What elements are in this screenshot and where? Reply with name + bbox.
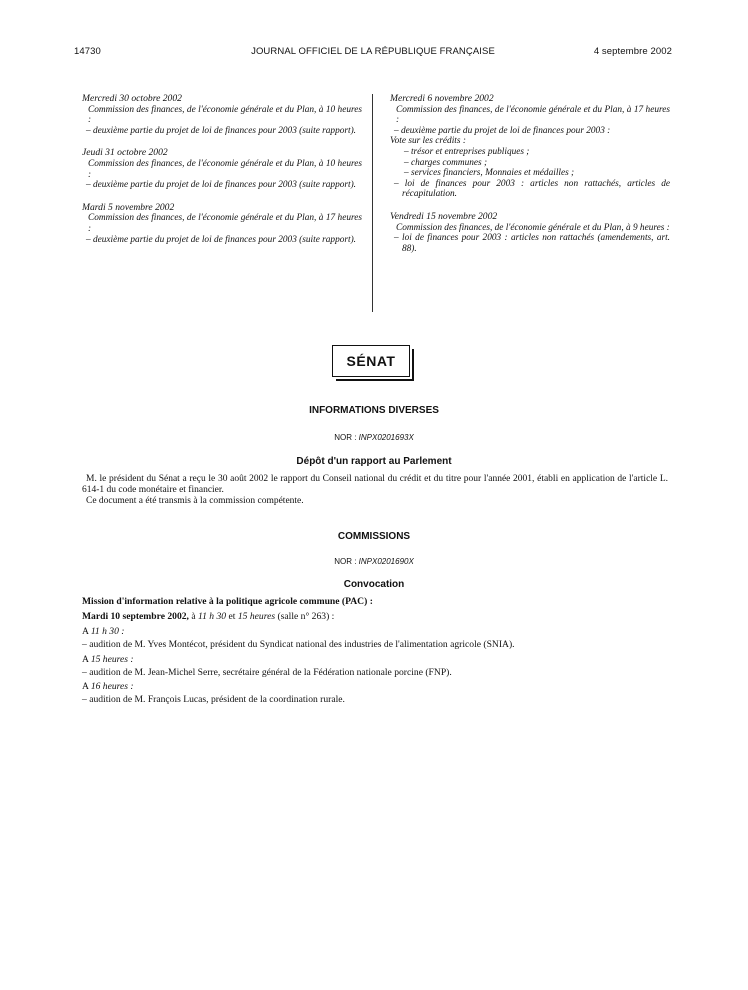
agenda-item: – deuxième partie du projet de loi de finances pour 2003 (suite rapport).: [86, 125, 356, 136]
session-time: [82, 655, 668, 666]
date-connector: et: [228, 610, 236, 622]
rapport-text: [82, 474, 668, 506]
session-prefix: A: [82, 681, 89, 693]
meeting-time: 11 h 30: [198, 610, 227, 622]
agenda-entry: [390, 94, 670, 200]
mission-title: Mission d'information relative à la politique agricole commune (PAC) :: [82, 596, 373, 607]
meeting-date-line: [82, 612, 668, 623]
session-time-value: 16 heures :: [90, 681, 134, 693]
session-time-value: 15 heures :: [90, 653, 134, 665]
session-time: [82, 682, 668, 693]
agenda-entry: [82, 203, 362, 245]
agenda-item: – loi de finances pour 2003 : articles non rattachés (amendements, art. 88).: [394, 233, 670, 254]
agenda-commission: Commission des finances, de l'économie générale et du Plan, à 10 heures :: [88, 158, 362, 180]
agenda-day: Mercredi 30 octobre 2002: [82, 93, 182, 104]
agenda-entry: [82, 94, 362, 136]
session-audition: – audition de M. François Lucas, président de la coordination rurale.: [82, 694, 345, 706]
agenda-commission: Commission des finances, de l'économie générale et du Plan, à 9 heures :: [396, 222, 670, 233]
section-heading: COMMISSIONS: [337, 531, 411, 542]
meeting-date: Mardi 10 septembre 2002,: [82, 610, 189, 622]
session-time: [82, 627, 668, 638]
paragraph: M. le président du Sénat a reçu le 30 août 2002 le rapport du Conseil national du crédit et du titre pour l'année 2001, établi en application de l'article L. 614-1 du code monétaire et financier.: [82, 474, 668, 495]
agenda-commission: Commission des finances, de l'économie générale et du Plan, à 17 heures :: [88, 213, 362, 234]
nor-code: INPX0201690X: [358, 557, 414, 566]
agenda-left-column: [82, 94, 362, 257]
agenda-commission: Commission des finances, de l'économie générale et du Plan, à 17 heures :: [396, 104, 670, 126]
agenda-day: Vendredi 15 novembre 2002: [390, 210, 498, 222]
nor-label: NOR :: [334, 557, 357, 566]
agenda-credit: – trésor et entreprises publiques ;: [404, 146, 530, 157]
senat-title-box: [332, 345, 410, 377]
session-prefix: A: [82, 653, 89, 665]
agenda-item: – deuxième partie du projet de loi de finances pour 2003 (suite rapport).: [86, 234, 356, 245]
section-heading: INFORMATIONS DIVERSES: [309, 405, 439, 416]
convocation-details: [82, 597, 668, 710]
agenda-entry: [82, 148, 362, 190]
column-divider: [372, 94, 373, 312]
agenda-item: – loi de finances pour 2003 : articles non rattachés, articles de récapitulation.: [394, 178, 670, 200]
section-subheading: Convocation: [343, 579, 405, 590]
session-prefix: A: [82, 625, 89, 637]
agenda-item: – deuxième partie du projet de loi de finances pour 2003 (suite rapport).: [86, 180, 356, 191]
session-time-value: 11 h 30 :: [90, 625, 125, 637]
senat-title: SÉNAT: [346, 353, 396, 369]
agenda-credit: – charges communes ;: [404, 157, 488, 168]
journal-title: JOURNAL OFFICIEL DE LA RÉPUBLIQUE FRANÇAISE: [251, 46, 495, 57]
session-audition: – audition de M. Yves Montécot, président du Syndicat national des industries de l'alimentation agricole (SNIA).: [82, 638, 515, 650]
agenda-day: Mardi 5 novembre 2002: [82, 201, 175, 213]
nor-reference: [0, 433, 748, 442]
agenda-vote-label: Vote sur les crédits :: [390, 136, 466, 147]
agenda-item: – deuxième partie du projet de loi de finances pour 2003 :: [394, 125, 611, 136]
agenda-day: Jeudi 31 octobre 2002: [82, 147, 168, 159]
section-subheading: Dépôt d'un rapport au Parlement: [296, 456, 452, 467]
agenda-commission: Commission des finances, de l'économie générale et du Plan, à 10 heures :: [88, 104, 362, 126]
agenda-day: Mercredi 6 novembre 2002: [390, 93, 494, 104]
agenda-right-column: [390, 94, 670, 266]
running-header: [74, 46, 672, 57]
agenda-entry: [390, 212, 670, 254]
session-audition: – audition de M. Jean-Michel Serre, secrétaire général de la Fédération nationale porcine (FNP).: [82, 666, 452, 678]
meeting-time: 15 heures: [237, 610, 276, 622]
paragraph: Ce document a été transmis à la commission compétente.: [86, 495, 304, 506]
meeting-room: (salle n° 263) :: [277, 610, 335, 622]
nor-label: NOR :: [334, 433, 357, 442]
agenda-columns: [82, 94, 670, 312]
date-connector: à: [191, 610, 196, 622]
nor-reference: [0, 557, 748, 566]
page-number: 14730: [74, 46, 101, 57]
agenda-credit: – services financiers, Monnaies et médailles ;: [404, 168, 575, 179]
nor-code: INPX0201693X: [358, 433, 414, 442]
issue-date: 4 septembre 2002: [593, 46, 672, 57]
